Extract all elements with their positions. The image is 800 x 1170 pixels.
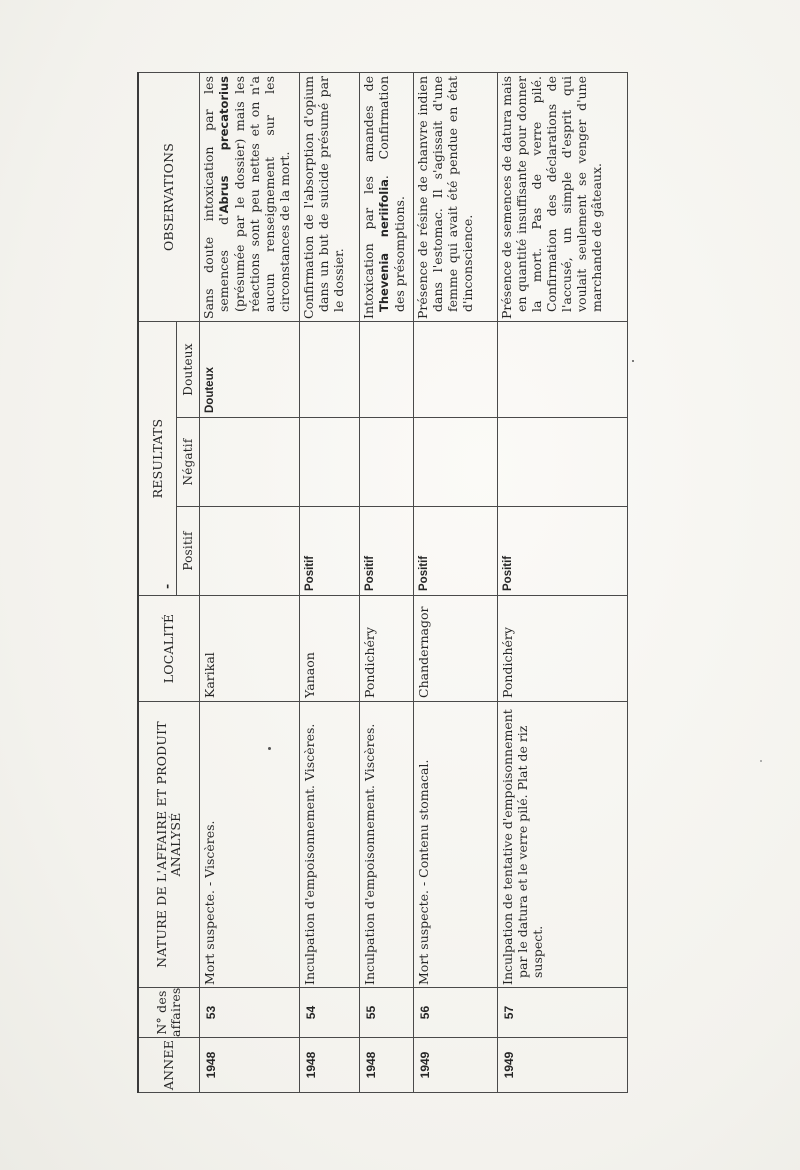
row-douteux	[299, 322, 359, 418]
row-observations	[413, 73, 497, 322]
row-positif: Positif	[299, 507, 359, 596]
table-row	[199, 73, 299, 1093]
ink-speck	[760, 760, 762, 762]
ink-speck	[268, 747, 271, 750]
row-observations	[199, 73, 299, 322]
row-localite: Yanaon	[299, 596, 359, 702]
row-nature: Mort suspecte. - Contenu stomacal.	[413, 702, 497, 988]
table-row	[299, 73, 359, 1093]
row-negatif	[497, 418, 627, 507]
row-negatif	[359, 418, 413, 507]
row-num: 56	[413, 988, 497, 1038]
row-negatif	[199, 418, 299, 507]
row-douteux	[359, 322, 413, 418]
header-resultats	[138, 322, 176, 596]
row-year: 1949	[413, 1038, 497, 1093]
row-year: 1949	[497, 1038, 627, 1093]
header-resultats-label: RESULTATS	[149, 418, 165, 499]
row-num: 57	[497, 988, 627, 1038]
row-observations	[497, 73, 627, 322]
header-negatif: Négatif	[176, 418, 199, 507]
row-negatif	[299, 418, 359, 507]
rotated-table-container	[137, 73, 759, 1093]
row-positif: Positif	[359, 507, 413, 596]
header-resultats-mark: -	[159, 583, 174, 589]
row-num: 55	[359, 988, 413, 1038]
header-localite: LOCALITÉ	[138, 596, 199, 702]
row-nature: Inculpation d'empoisonnement. Viscères.	[359, 702, 413, 988]
table-row	[359, 73, 413, 1093]
row-douteux: Douteux	[199, 322, 299, 418]
header-douteux: Douteux	[176, 322, 199, 418]
header-annee: ANNEE	[138, 1038, 199, 1093]
row-positif: Positif	[413, 507, 497, 596]
obs-text: Présence de résine de chanvre indien dans l'estomac. Il s'agissait d'une femme qui avait été pendue en état d'inconscience.	[414, 76, 475, 319]
obs-text-end: (présumée par le dossier) mais les réactions sont peu nettes et on n'a aucun renseignement sur les circonstances de la mort.	[231, 76, 292, 312]
row-localite: Pondichéry	[497, 596, 627, 702]
row-positif	[199, 507, 299, 596]
row-num: 54	[299, 988, 359, 1038]
obs-species: Thevenia neriifolia	[376, 179, 391, 312]
row-year: 1948	[299, 1038, 359, 1093]
header-num: N° des affaires	[138, 988, 199, 1038]
obs-text: Confirmation de l'absorption d'opium dans un but de suicide présumé par le dossier.	[300, 76, 346, 319]
row-year: 1948	[199, 1038, 299, 1093]
row-num: 53	[199, 988, 299, 1038]
row-nature: Mort suspecte. - Viscères.	[199, 702, 299, 988]
row-positif: Positif	[497, 507, 627, 596]
row-nature: Inculpation de tentative d'empoisonnement par le datura et le verre pilé. Plat de riz suspect.	[497, 702, 627, 988]
row-douteux	[497, 322, 627, 418]
ink-speck	[632, 360, 634, 362]
header-positif: Positif	[176, 507, 199, 596]
row-localite: Chandernagor	[413, 596, 497, 702]
row-negatif	[413, 418, 497, 507]
obs-species: Abrus precatorius	[216, 76, 231, 214]
table-row	[497, 73, 627, 1093]
row-localite: Pondichéry	[359, 596, 413, 702]
row-douteux	[413, 322, 497, 418]
obs-text: Présence de semences de datura mais en quantité insuffisante pour donner la mort. Pas de verre pilé. Confirmation des déclarations de l'accusé, un simple d'esprit qui voulait seulement se venger d'une marchande de gâteaux.	[498, 76, 604, 319]
analysis-table	[137, 72, 628, 1093]
row-nature: Inculpation d'empoisonnement. Viscères.	[299, 702, 359, 988]
row-observations	[299, 73, 359, 322]
obs-text-end: . Confirmation des présomptions.	[375, 76, 407, 312]
obs-text: Sans doute intoxication par les semences d'	[200, 76, 231, 319]
header-observations: OBSERVATIONS	[138, 73, 199, 322]
obs-text: Intoxication par les amandes de	[360, 76, 376, 319]
row-year: 1948	[359, 1038, 413, 1093]
header-nature: NATURE DE L'AFFAIRE ET PRODUIT ANALYSÉ	[138, 702, 199, 988]
table-row	[413, 73, 497, 1093]
row-observations	[359, 73, 413, 322]
row-localite: Karikal	[199, 596, 299, 702]
